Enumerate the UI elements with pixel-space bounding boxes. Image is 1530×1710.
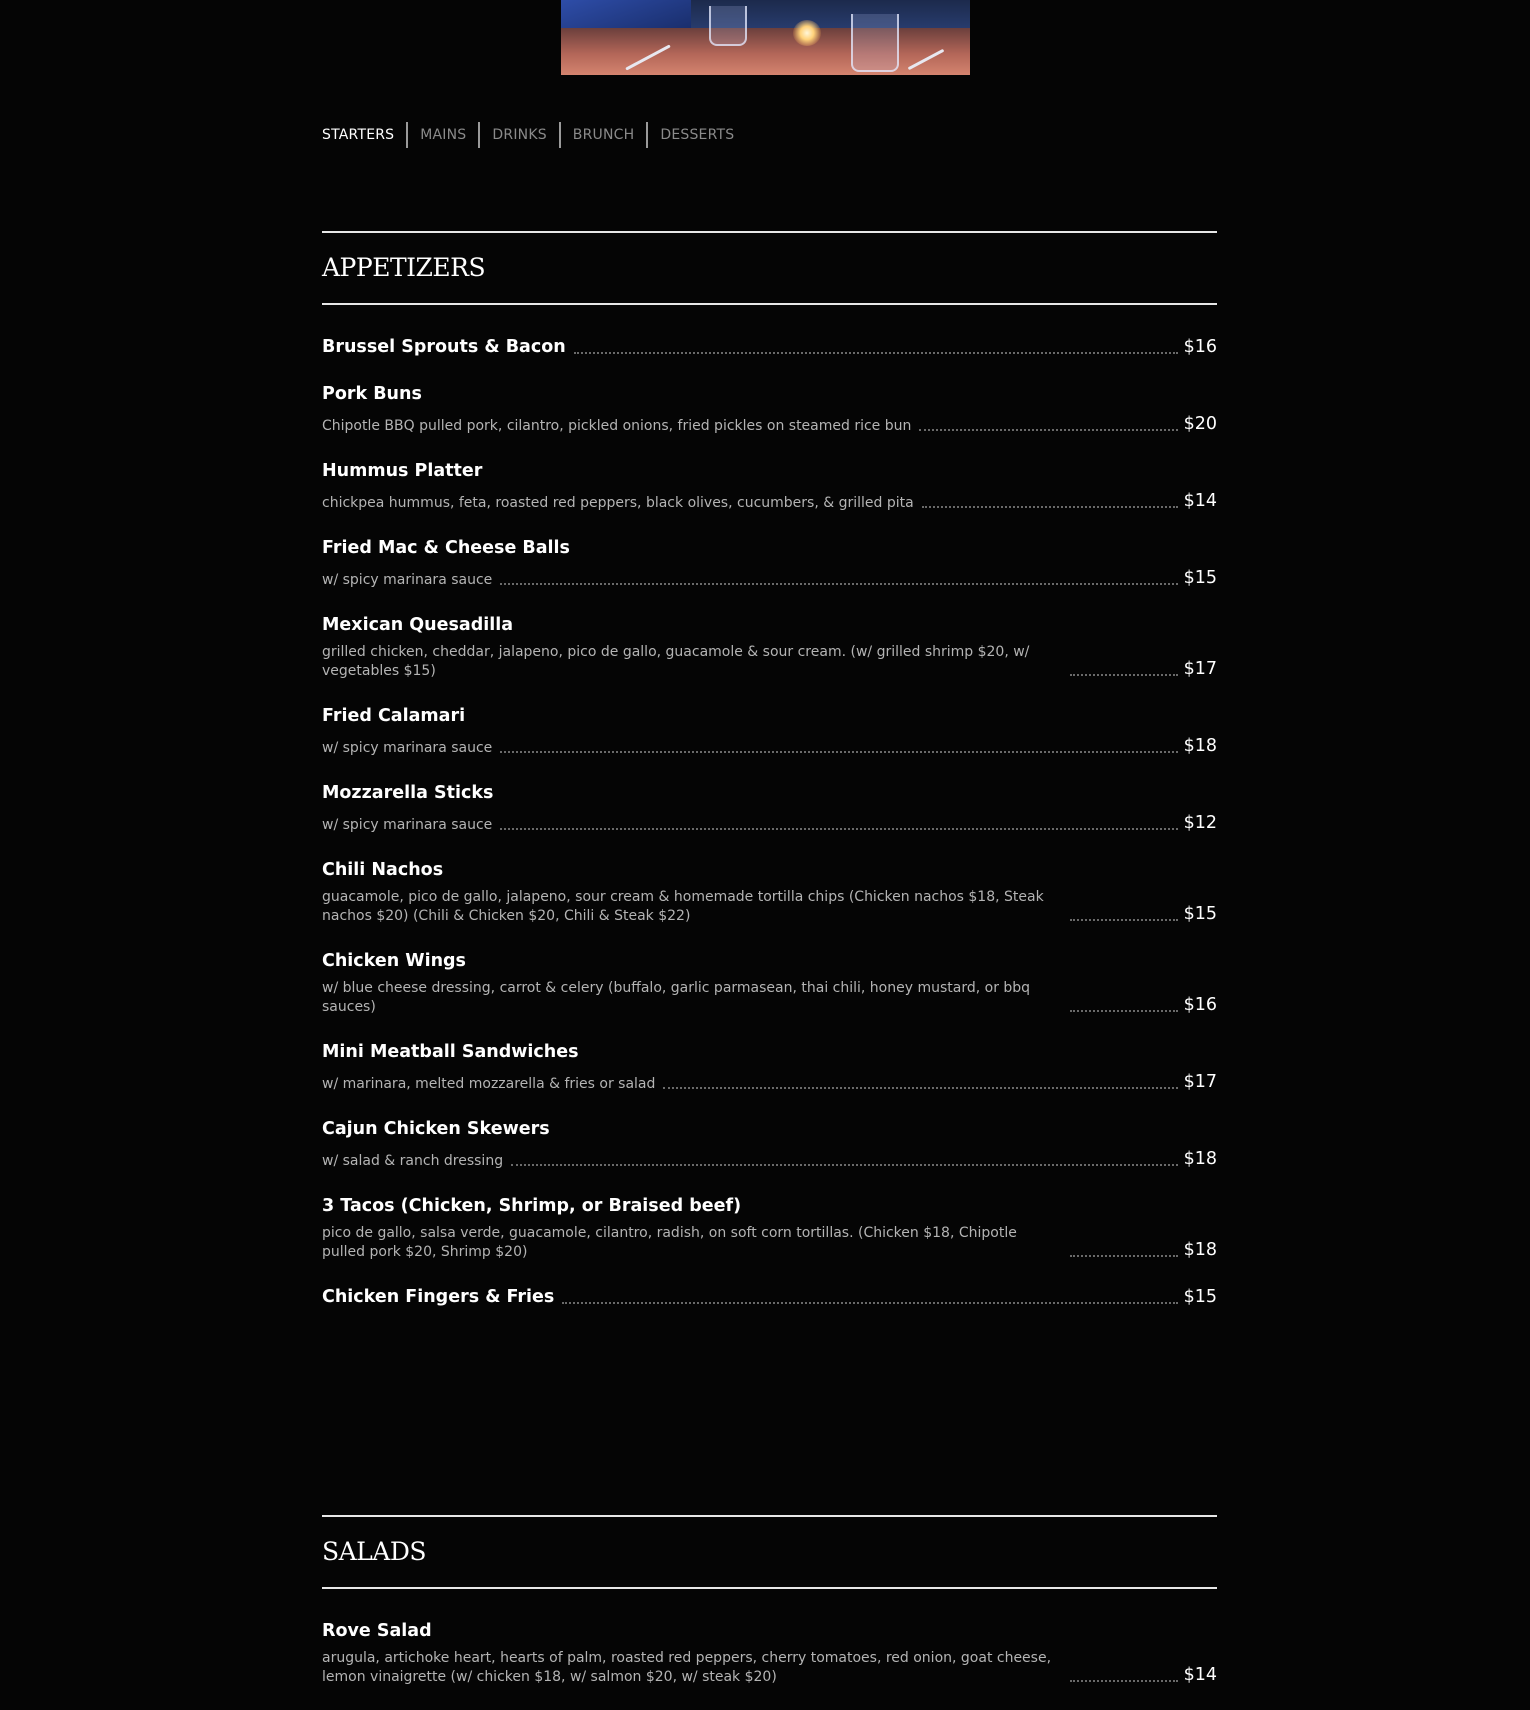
- dot-leader: [500, 582, 1177, 585]
- item-name: Mozzarella Sticks: [322, 783, 494, 803]
- menu-item: [322, 1194, 1217, 1262]
- item-row: [322, 566, 1217, 590]
- tab-brunch[interactable]: BRUNCH: [572, 127, 635, 143]
- salads-section: [322, 1515, 1217, 1710]
- dot-leader: [663, 1086, 1177, 1089]
- item-name: Mexican Quesadilla: [322, 615, 514, 635]
- item-description-wrap: [322, 1075, 1184, 1094]
- dot-leader: [562, 1301, 1177, 1304]
- section-title: SALADS: [322, 1537, 427, 1566]
- menu-item: [322, 459, 1217, 513]
- item-description-wrap: [322, 739, 1184, 758]
- tab-desserts[interactable]: DESSERTS: [660, 127, 735, 143]
- restaurant-photo: [561, 0, 970, 75]
- item-row: [322, 1070, 1217, 1094]
- glass-shape: [709, 6, 747, 46]
- section-rule: [322, 1587, 1217, 1589]
- dot-leader: [919, 428, 1177, 431]
- menu-item: [322, 335, 1217, 359]
- item-description: w/ spicy marinara sauce: [322, 817, 493, 833]
- item-description-wrap: [322, 417, 1184, 436]
- item-description: w/ salad & ranch dressing: [322, 1153, 504, 1169]
- item-description: guacamole, pico de gallo, jalapeno, sour cream & homemade tortilla chips (Chicken nachos $18, Steak nachos $20) (Chili & Chicken $20, Chili & Steak $22): [322, 889, 1044, 924]
- item-name: Chicken Fingers & Fries: [322, 1287, 555, 1307]
- item-description-wrap: [322, 979, 1184, 1017]
- item-description: w/ spicy marinara sauce: [322, 740, 493, 756]
- item-price: $16: [1183, 337, 1217, 357]
- item-row: [322, 1224, 1217, 1262]
- item-row: [322, 489, 1217, 513]
- item-price: $20: [1183, 414, 1217, 434]
- menu-item: [322, 1117, 1217, 1171]
- item-name: Hummus Platter: [322, 461, 483, 481]
- item-description-wrap: [322, 494, 1184, 513]
- item-name: Brussel Sprouts & Bacon: [322, 337, 566, 357]
- item-row: [322, 643, 1217, 681]
- dot-leader: [500, 827, 1177, 830]
- item-price: $17: [1183, 1072, 1217, 1092]
- item-description: w/ spicy marinara sauce: [322, 572, 493, 588]
- dot-leader: [1070, 673, 1178, 676]
- item-name: Mini Meatball Sandwiches: [322, 1042, 579, 1062]
- appetizers-section: [322, 231, 1217, 1332]
- item-price: $18: [1183, 1149, 1217, 1169]
- tab-starters[interactable]: STARTERS: [322, 127, 395, 143]
- dot-leader: [511, 1163, 1178, 1166]
- menu-item-list: [322, 1619, 1217, 1687]
- candle-shape: [793, 20, 821, 46]
- item-name: Rove Salad: [322, 1621, 432, 1641]
- item-row: [322, 412, 1217, 436]
- item-row: [322, 1147, 1217, 1171]
- item-name: Chicken Wings: [322, 951, 466, 971]
- item-description-wrap: [322, 816, 1184, 835]
- item-description: w/ blue cheese dressing, carrot & celery (buffalo, garlic parmasean, thai chili, honey mustard, or bbq sauces): [322, 980, 1031, 1015]
- item-name: Fried Mac & Cheese Balls: [322, 538, 570, 558]
- menu-item: [322, 781, 1217, 835]
- item-name: Cajun Chicken Skewers: [322, 1119, 550, 1139]
- menu-item: [322, 1285, 1217, 1309]
- tab-drinks[interactable]: DRINKS: [492, 127, 547, 143]
- item-name: 3 Tacos (Chicken, Shrimp, or Braised beef): [322, 1196, 742, 1216]
- item-row: [322, 888, 1217, 926]
- item-description-wrap: [322, 571, 1184, 590]
- menu-tabs: [322, 122, 746, 148]
- item-price: $15: [1183, 904, 1217, 924]
- item-row: [322, 335, 1217, 359]
- item-description: arugula, artichoke heart, hearts of palm, roasted red peppers, cherry tomatoes, red onion, goat cheese, lemon vinaigrette (w/ chicken $18, w/ salmon $20, w/ steak $20): [322, 1650, 1052, 1685]
- item-price: $14: [1183, 491, 1217, 511]
- item-description: w/ marinara, melted mozzarella & fries or salad: [322, 1076, 656, 1092]
- item-price: $15: [1183, 568, 1217, 588]
- item-name: Pork Buns: [322, 384, 422, 404]
- item-name: Fried Calamari: [322, 706, 466, 726]
- menu-item: [322, 704, 1217, 758]
- item-row: [322, 811, 1217, 835]
- item-price: $15: [1183, 1287, 1217, 1307]
- item-description: pico de gallo, salsa verde, guacamole, cilantro, radish, on soft corn tortillas. (Chicken $18, Chipotle pulled pork $20, Shrimp $20): [322, 1225, 1017, 1260]
- dot-leader: [1070, 1254, 1178, 1257]
- item-row: [322, 1285, 1217, 1309]
- menu-item: [322, 382, 1217, 436]
- item-price: $16: [1183, 995, 1217, 1015]
- dot-leader: [1070, 1679, 1178, 1682]
- item-row: [322, 1649, 1217, 1687]
- menu-item-list: [322, 335, 1217, 1309]
- glass-shape: [851, 14, 899, 72]
- dot-leader: [500, 750, 1177, 753]
- item-row: [322, 979, 1217, 1017]
- item-price: $14: [1183, 1665, 1217, 1685]
- dot-leader: [922, 505, 1178, 508]
- menu-item: [322, 1619, 1217, 1687]
- item-price: $17: [1183, 659, 1217, 679]
- item-description: grilled chicken, cheddar, jalapeno, pico de gallo, guacamole & sour cream. (w/ grilled shrimp $20, w/ vegetables $15): [322, 644, 1030, 679]
- item-description-wrap: [322, 643, 1184, 681]
- menu-item: [322, 536, 1217, 590]
- menu-item: [322, 949, 1217, 1017]
- item-description-wrap: [322, 888, 1184, 926]
- item-description-wrap: [322, 1224, 1184, 1262]
- dot-leader: [1070, 1009, 1178, 1012]
- item-name: Chili Nachos: [322, 860, 444, 880]
- menu-item: [322, 858, 1217, 926]
- menu-item: [322, 613, 1217, 681]
- section-title: APPETIZERS: [322, 253, 486, 282]
- dot-leader: [1070, 918, 1178, 921]
- item-price: $18: [1183, 736, 1217, 756]
- item-description-wrap: [322, 1649, 1184, 1687]
- item-description-wrap: [322, 1152, 1184, 1171]
- menu-item: [322, 1040, 1217, 1094]
- item-price: $18: [1183, 1240, 1217, 1260]
- item-description: chickpea hummus, feta, roasted red peppers, black olives, cucumbers, & grilled pita: [322, 495, 914, 511]
- item-row: [322, 734, 1217, 758]
- item-description: Chipotle BBQ pulled pork, cilantro, pickled onions, fried pickles on steamed rice bun: [322, 418, 912, 434]
- item-price: $12: [1183, 813, 1217, 833]
- tab-mains[interactable]: MAINS: [420, 127, 467, 143]
- section-rule: [322, 303, 1217, 305]
- dot-leader: [574, 351, 1178, 354]
